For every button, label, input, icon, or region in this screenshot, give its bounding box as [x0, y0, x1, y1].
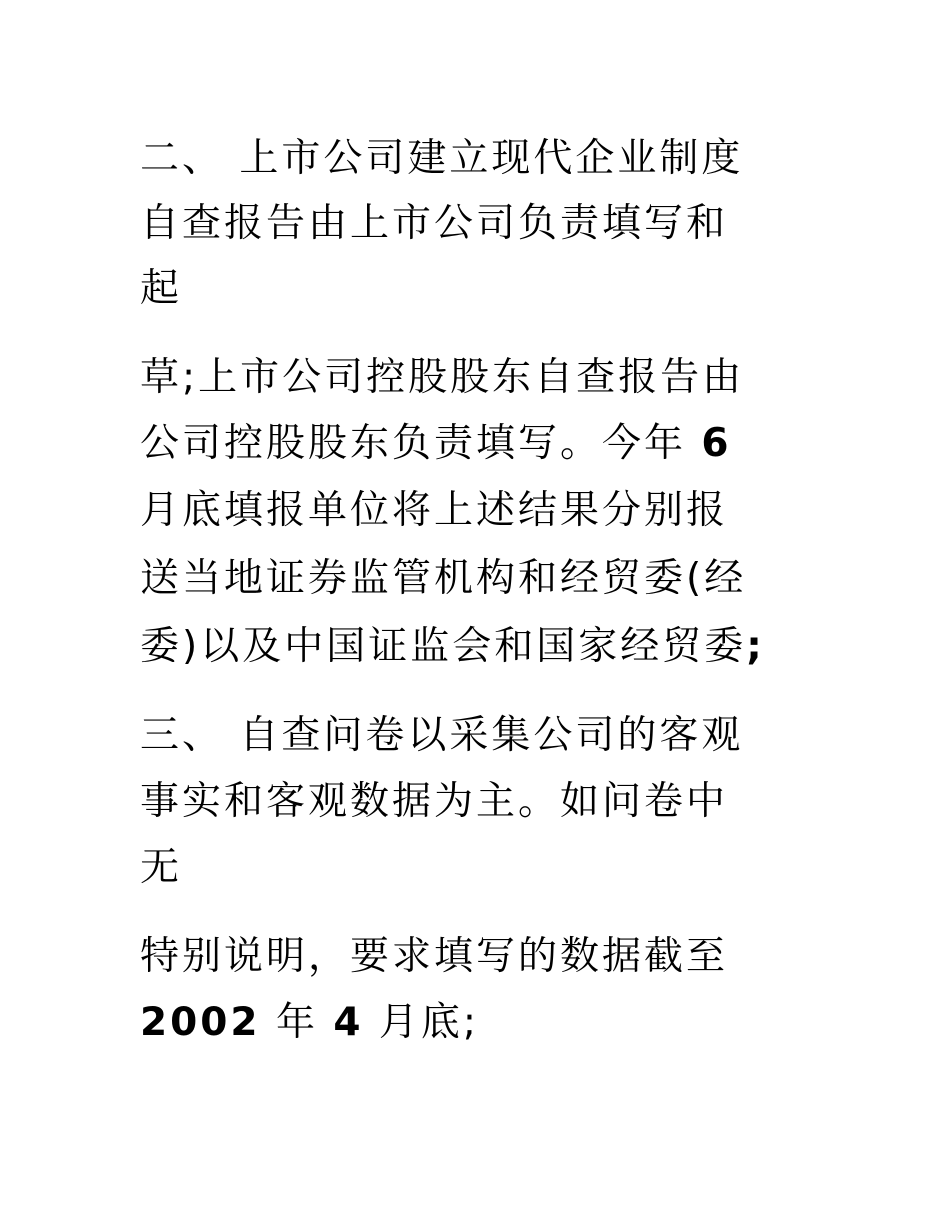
para2-line2	[140, 421, 732, 467]
para2-line4: 送当地证券监管机构和经贸委(经	[140, 556, 747, 601]
para3-line3: 无	[140, 845, 183, 890]
para4-line2	[140, 1000, 479, 1046]
para4-month: 4	[333, 1000, 364, 1045]
para1-line1: 二、 上市公司建立现代企业制度	[140, 136, 744, 181]
para1-line2: 自查报告由上市公司负责填写和	[140, 201, 729, 246]
para1-line3: 起	[140, 266, 183, 311]
para2-line3: 月底填报单位将上述结果分别报	[140, 488, 729, 533]
para2-line5-text: 委)以及中国证监会和国家经贸委	[140, 624, 747, 669]
para4-line1: 特别说明，要求填写的数据截至	[140, 934, 729, 979]
para2-line1: 草;上市公司控股股东自查报告由	[140, 355, 745, 400]
para2-line5	[140, 624, 765, 670]
para4-year: 2002	[140, 1000, 261, 1045]
para3-line2: 事实和客观数据为主。如问卷中	[140, 779, 729, 824]
para2-month-number: 6	[701, 421, 732, 466]
para4-year-unit: 年	[260, 1000, 334, 1045]
para4-month-end: 月底;	[363, 1000, 480, 1045]
para2-line2-text: 公司控股股东负责填写。今年	[140, 421, 702, 466]
para2-line5-end: ;	[746, 624, 765, 669]
para3-line1: 三、 自查问卷以采集公司的客观	[140, 713, 744, 758]
